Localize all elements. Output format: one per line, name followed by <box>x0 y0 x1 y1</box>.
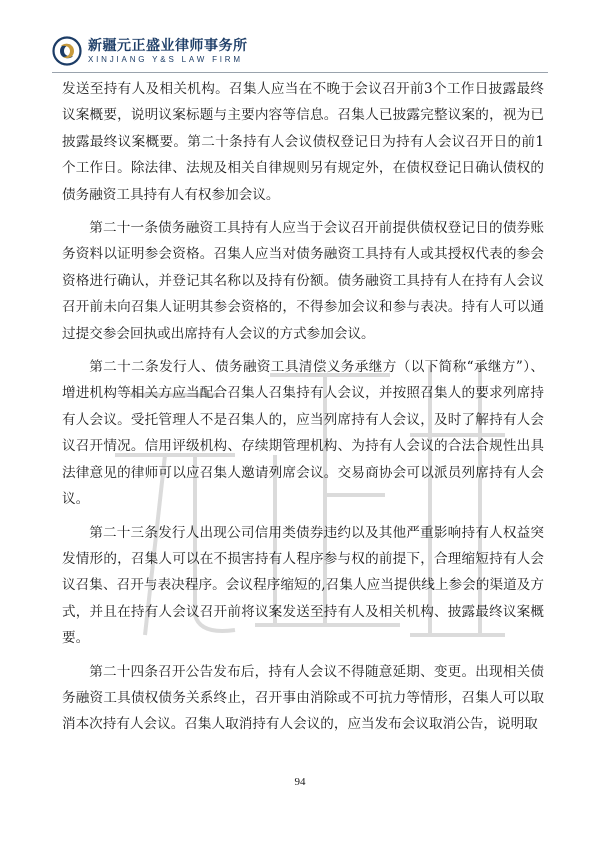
paragraph-art23: 第二十三条发行人出现公司信用类债券违约以及其他严重影响持有人权益突发情形的，召集人可以在不损害持有人程序参与权的前提下，合理缩短持有人会议召集、召开与表决程序。会议程序缩短的,召集人应当提供线上参会的渠道及方式，并且在持有人会议召开前将议案发送至持有人及相关机构、披露最终议案概要。 <box>62 524 544 647</box>
document-body <box>62 76 544 745</box>
firm-logo-icon <box>52 36 82 66</box>
firm-name-en: XINJIANG Y&S LAW FIRM <box>88 54 243 64</box>
firm-name-cn: 新疆元正盛业律师事务所 <box>88 37 248 54</box>
paragraph-art20-cont: 发送至持有人及相关机构。召集人应当在不晚于会议召开前3个工作日披露最终议案概要，说明议案标题与主要内容等信息。召集人已披露完整议案的，视为已披露最终议案概要。第二十条持有人会议债权登记日为持有人会议召开日的前1个工作日。除法律、法规及相关自律规则另有规定外，在债权登记日确认债权的债务融资工具持有人有权参加会议。 <box>62 81 544 203</box>
paragraph-art22: 第二十二条发行人、债务融资工具清偿义务承继方（以下简称“承继方”）、增进机构等相关方应当配合召集人召集持有人会议，并按照召集人的要求列席持有人会议。受托管理人不是召集人的，应当列席持有人会议，及时了解持有人会议召开情况。信用评级机构、存续期管理机构、为持有人会议的合法合规性出具法律意见的律师可以应召集人邀请列席会议。交易商协会可以派员列席持有人会议。 <box>62 359 544 508</box>
header-divider <box>52 72 548 73</box>
paragraph-art21: 第二十一条债务融资工具持有人应当于会议召开前提供债权登记日的债券账务资料以证明参会资格。召集人应当对债务融资工具持有人或其授权代表的参会资格进行确认，并登记其名称以及持有份额。债务融资工具持有人在持有人会议召开前未向召集人证明其参会资格的，不得参加会议和参与表决。持有人可以通过提交参会回执或出席持有人会议的方式参加会议。 <box>62 220 544 342</box>
page-header <box>52 36 248 66</box>
paragraph-art24: 第二十四条召开公告发布后，持有人会议不得随意延期、变更。出现相关债务融资工具债权债务关系终止，召开事由消除或不可抗力等情形，召集人可以取消本次持有人会议。召集人取消持有人会议的，应当发布会议取消公告，说明取 <box>62 663 544 733</box>
page-number: 94 <box>294 776 306 788</box>
